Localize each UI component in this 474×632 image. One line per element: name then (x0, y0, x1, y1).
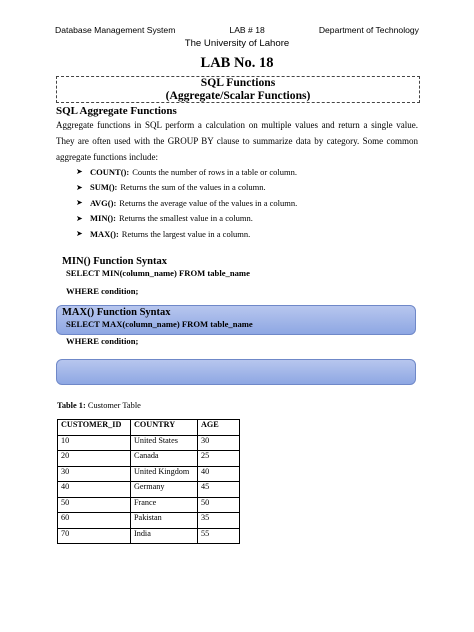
topic-box (56, 76, 420, 103)
customer-table (57, 419, 240, 544)
column-header: AGE (198, 420, 240, 436)
header-university: The University of Lahore (184, 38, 290, 49)
function-name: SUM(): (90, 182, 118, 193)
table-cell: 50 (58, 497, 131, 513)
max-syntax-heading: MAX() Function Syntax (62, 307, 171, 318)
aggregate-intro: Aggregate functions in SQL perform a calculation on multiple values and return a single value. They are often used with the GROUP BY clause to summarize data by category. Some common aggregate functions include: (56, 120, 418, 162)
table-cell: United States (131, 435, 198, 451)
min-syntax-line-1: SELECT MIN(column_name) FROM table_name (66, 268, 250, 278)
min-syntax-line-2: WHERE condition; (66, 286, 139, 296)
table-cell: Germany (131, 482, 198, 498)
function-desc: Returns the smallest value in a column. (118, 213, 253, 224)
table-cell: 55 (198, 528, 240, 544)
header-course: Database Management System (55, 25, 176, 35)
max-syntax-line-1: SELECT MAX(column_name) FROM table_name (66, 319, 253, 329)
function-name: AVG(): (90, 197, 117, 208)
function-desc: Returns the largest value in a column. (121, 228, 251, 239)
topic-line-1: SQL Functions (200, 76, 276, 89)
table-caption-label: Table 1: (57, 401, 86, 410)
table-cell: United Kingdom (131, 466, 198, 482)
arrow-bullet-icon: ➤ (76, 182, 83, 192)
table-cell: 40 (58, 482, 131, 498)
function-name: MIN(): (90, 213, 116, 224)
table-cell: 10 (58, 435, 131, 451)
header-lab-ref: LAB # 18 (229, 25, 265, 35)
column-header: COUNTRY (131, 420, 198, 436)
function-desc: Returns the sum of the values in a column. (120, 182, 266, 193)
arrow-bullet-icon: ➤ (76, 229, 83, 239)
table-cell: 30 (198, 435, 240, 451)
arrow-bullet-icon: ➤ (76, 213, 83, 223)
column-header: CUSTOMER_ID (58, 420, 131, 436)
table-row (58, 466, 240, 482)
header-department: Department of Technology (318, 25, 419, 35)
table-caption (57, 401, 141, 410)
empty-callout-box (56, 359, 416, 385)
table-row (58, 513, 240, 529)
function-desc: Returns the average value of the values in a column. (119, 197, 298, 208)
arrow-bullet-icon: ➤ (76, 198, 83, 208)
table-row (58, 528, 240, 544)
function-name: COUNT(): (90, 166, 130, 177)
table-cell: 40 (198, 466, 240, 482)
list-item (76, 180, 297, 196)
function-name: MAX(): (90, 228, 119, 239)
table-cell: Canada (131, 451, 198, 467)
aggregate-function-list (76, 164, 297, 242)
list-item (76, 211, 297, 227)
table-cell: 35 (198, 513, 240, 529)
table-cell: 45 (198, 482, 240, 498)
aggregate-heading: SQL Aggregate Functions (56, 105, 177, 117)
table-cell: France (131, 497, 198, 513)
topic-line-2: (Aggregate/Scalar Functions) (165, 88, 311, 102)
table-cell: 25 (198, 451, 240, 467)
list-item (76, 164, 297, 180)
table-row (58, 435, 240, 451)
table-cell: 20 (58, 451, 131, 467)
table-cell: 30 (58, 466, 131, 482)
table-caption-text: Customer Table (87, 401, 141, 410)
list-item (76, 195, 297, 211)
lab-title: LAB No. 18 (200, 55, 274, 71)
table-cell: 50 (198, 497, 240, 513)
table-row (58, 451, 240, 467)
list-item (76, 226, 297, 242)
table-cell: Pakistan (131, 513, 198, 529)
page-header (55, 25, 419, 49)
table-cell: India (131, 528, 198, 544)
min-syntax-heading: MIN() Function Syntax (62, 256, 168, 267)
function-desc: Counts the number of rows in a table or column. (132, 166, 297, 177)
table-cell: 70 (58, 528, 131, 544)
max-syntax-line-2: WHERE condition; (66, 336, 139, 346)
arrow-bullet-icon: ➤ (76, 167, 83, 177)
table-row (58, 497, 240, 513)
table-header-row (58, 420, 240, 436)
table-cell: 60 (58, 513, 131, 529)
table-row (58, 482, 240, 498)
